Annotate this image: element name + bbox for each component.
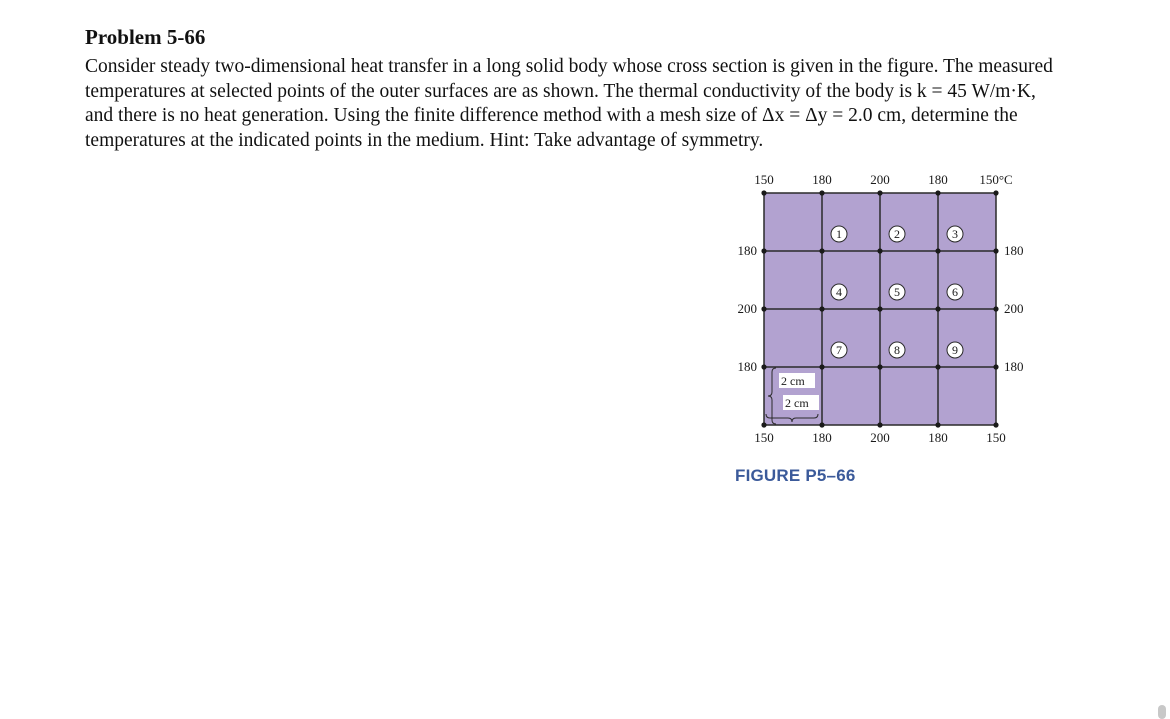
figure-caption: FIGURE P5–66	[735, 466, 856, 485]
bottom-temp: 150	[754, 430, 774, 445]
top-temp: 200	[870, 172, 890, 187]
dim-horizontal-label: 2 cm	[785, 396, 809, 410]
top-temp: 150°C	[979, 172, 1013, 187]
problem-title: Problem 5-66	[85, 25, 206, 49]
right-temp: 200	[1004, 301, 1024, 316]
node-label-7: 7	[836, 343, 842, 357]
bottom-temp: 180	[928, 430, 948, 445]
bottom-temp: 150	[986, 430, 1006, 445]
node-label-1: 1	[836, 227, 842, 241]
right-temp: 180	[1004, 243, 1024, 258]
bottom-temp: 200	[870, 430, 890, 445]
node-label-3: 3	[952, 227, 958, 241]
left-temp: 200	[737, 301, 757, 316]
top-temp: 180	[928, 172, 948, 187]
node-label-9: 9	[952, 343, 958, 357]
left-temp: 180	[737, 243, 757, 258]
node-label-6: 6	[952, 285, 958, 299]
node-label-4: 4	[836, 285, 842, 299]
dim-vertical-label: 2 cm	[781, 374, 805, 388]
node-label-2: 2	[894, 227, 900, 241]
left-temp: 180	[737, 359, 757, 374]
node-label-8: 8	[894, 343, 900, 357]
right-temp: 180	[1004, 359, 1024, 374]
problem-statement: Consider steady two-dimensional heat transfer in a long solid body whose cross section is given in the figure. The measured temperatures at selected points of the outer surfaces are as shown. The thermal conductivity of the body is k = 45 W/m·K, and there is no heat generation. Using the finite difference method with a mesh size of Δx = Δy = 2.0 cm, determine the temperatures at the indicated points in the medium. Hint: Take advantage of symmetry.	[85, 56, 1053, 151]
node-label-5: 5	[894, 285, 900, 299]
top-temp: 180	[812, 172, 832, 187]
bottom-temp: 180	[812, 430, 832, 445]
top-temp: 150	[754, 172, 774, 187]
